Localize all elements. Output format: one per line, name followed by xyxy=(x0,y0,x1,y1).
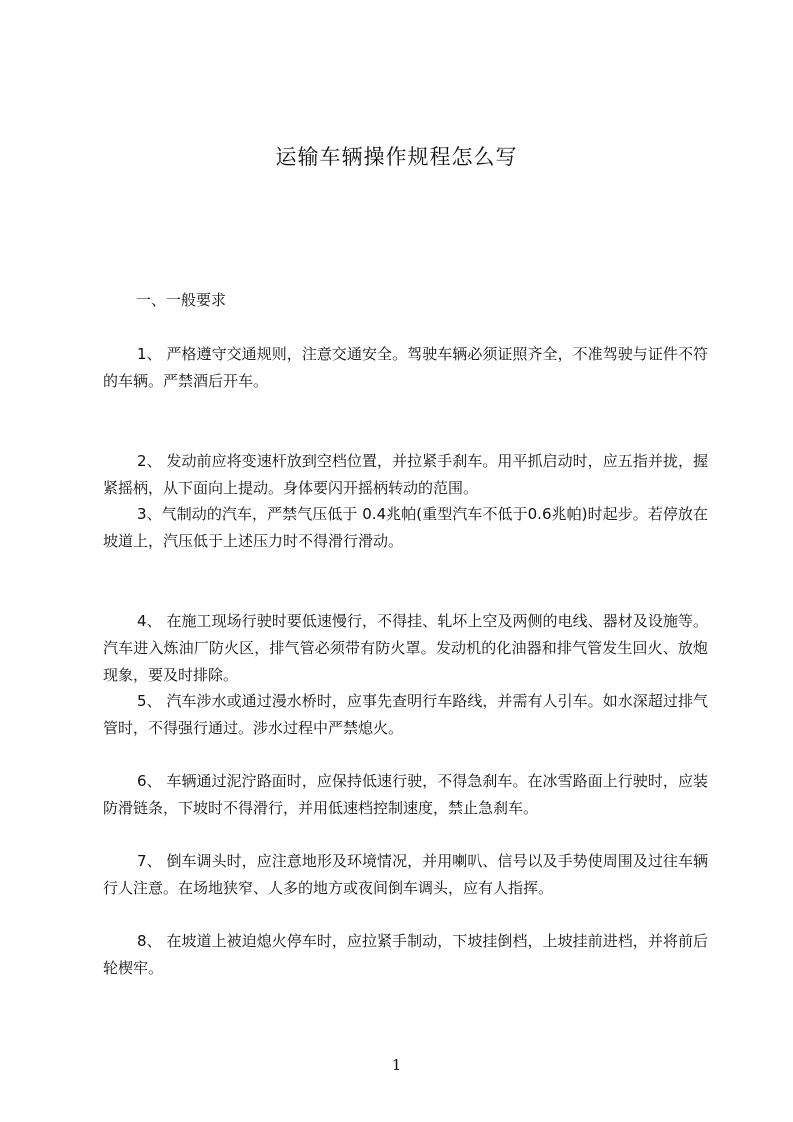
paragraph-4: 4、 在施工现场行驶时要低速慢行，不得挂、轧坏上空及两侧的电线、器材及设施等。汽车进入炼油厂防火区，排气管必须带有防火罩。发动机的化油器和排气管发生回火、放炮现象，要及时排除。 xyxy=(103,612,708,684)
paragraph-5: 5、 汽车涉水或通过漫水桥时，应事先查明行车路线，并需有人引车。如水深超过排气管时，不得强行通过。涉水过程中严禁熄火。 xyxy=(103,692,708,737)
paragraph-7: 7、 倒车调头时，应注意地形及环境情况，并用喇叭、信号以及手势使周围及过往车辆行人注意。在场地狭窄、人多的地方或夜间倒车调头，应有人指挥。 xyxy=(103,852,708,897)
paragraph-1: 1、 严格遵守交通规则，注意交通安全。驾驶车辆必须证照齐全，不准驾驶与证件不符的车辆。严禁酒后开车。 xyxy=(103,345,708,390)
paragraph-6: 6、 车辆通过泥泞路面时，应保持低速行驶，不得急刹车。在冰雪路面上行驶时，应装防滑链条，下坡时不得滑行，并用低速档控制速度，禁止急刹车。 xyxy=(103,772,708,817)
paragraph-2: 2、 发动前应将变速杆放到空档位置，并拉紧手刹车。用平抓启动时，应五指并拢，握紧摇柄，从下面向上提动。身体要闪开摇柄转动的范围。 xyxy=(103,452,708,497)
document-title: 运输车辆操作规程怎么写 xyxy=(275,145,518,169)
paragraph-3: 3、气制动的汽车，严禁气压低于 0.4兆帕(重型汽车不低于0.6兆帕)时起步。若停放在坡道上，汽压低于上述压力时不得滑行滑动。 xyxy=(103,505,708,550)
paragraph-8: 8、 在坡道上被迫熄火停车时，应拉紧手制动，下坡挂倒档，上坡挂前进档，并将前后轮楔牢。 xyxy=(103,932,708,977)
section-heading: 一、一般要求 xyxy=(136,291,227,309)
page-number: 1 xyxy=(391,1056,402,1074)
